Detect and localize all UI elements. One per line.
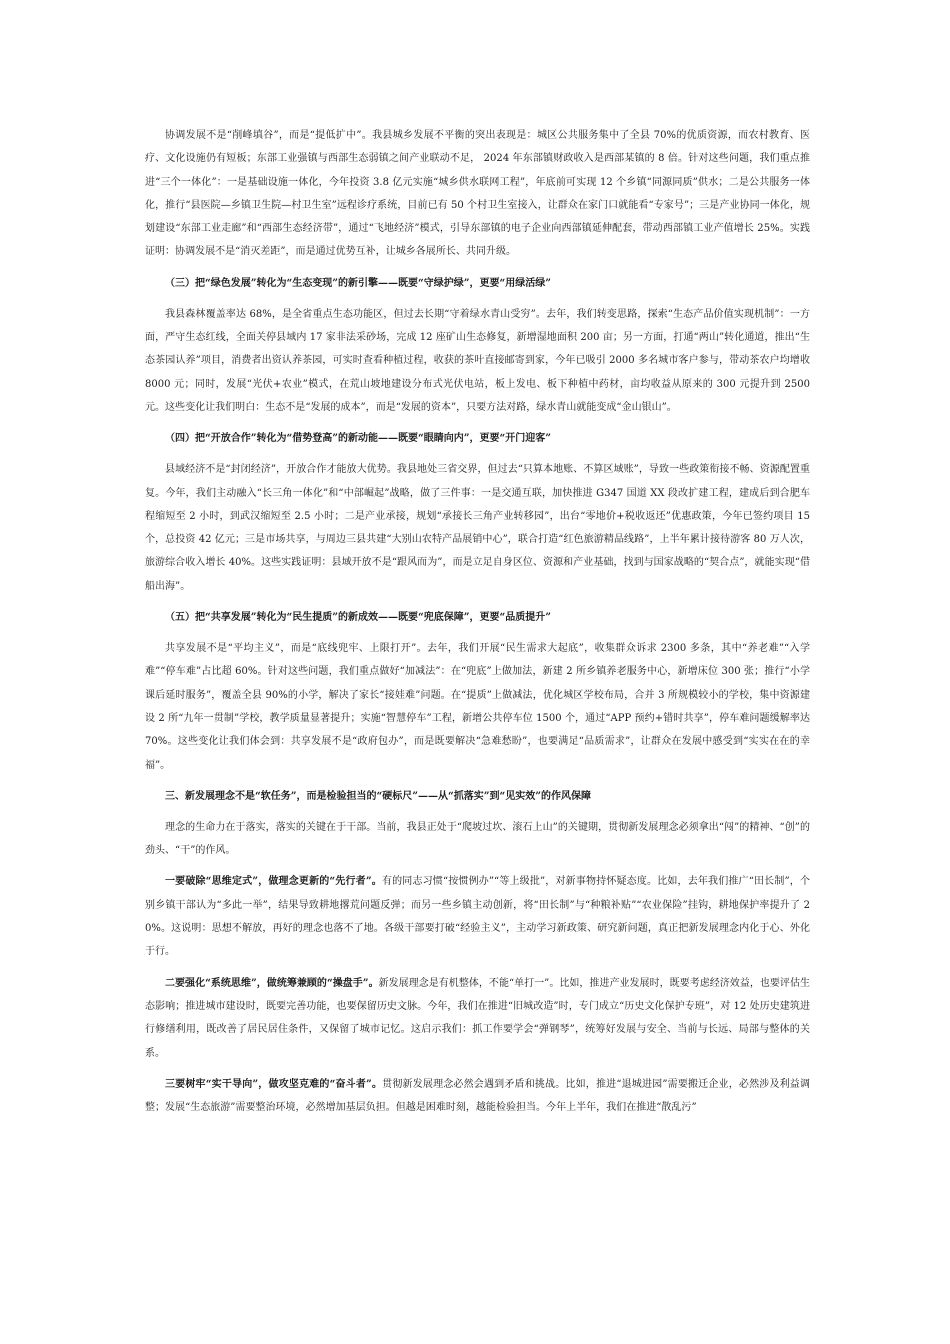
lead-practical-orientation: 三要树牢“实干导向”，做攻坚克难的“奋斗者”。: [165, 1078, 383, 1090]
paragraph-open-cooperation: 县域经济不是“封闭经济”，开放合作才能放大优势。我县地处三省交界，但过去“只算本地账、不算区域账”，导致一些政策衔接不畅、资源配置重复。今年，我们主动融入“长三角一体化”和“中部崛起”战略，做了三件事：一是交通互联，加快推进 G347 国道 XX 段改扩建工程，建成后到合肥车程缩短至 2 小时，到武汉缩短至 2.5 小时；二是产业承接，规划“承接长三角产业转移园”，出台“零地价+税收返还”优惠政策，今年已签约项目 15 个，总投资 42 亿元；三是市场共享，与周边三县共建“大别山农特产品展销中心”，联合打造“红色旅游精品线路”，上半年累计接待游客 80 万人次，旅游综合收入增长 40%。这些实践证明：县域开放不是“跟风而为”，而是立足自身区位、资源和产业基础，找到与国家战略的“契合点”，就能实现“借船出海”。: [145, 464, 810, 592]
paragraph-shared-development: 共享发展不是“平均主义”，而是“底线兜牢、上限打开”。去年，我们开展“民生需求大起底”，收集群众诉求 2300 多条，其中“养老难”“入学难”“停车难”占比超 60%。针对这些问题，我们重点做好“加减法”：在“兜底”上做加法，新建 2 所乡镇养老服务中心，新增床位 300 张；推行“小学课后延时服务”，覆盖全县 90%的小学，解决了家长“接娃难”问题。在“提质”上做减法，优化城区学校布局，合并 3 所规模较小的学校，集中资源建设 2 所“九年一贯制”学校，教学质量显著提升；实施“智慧停车”工程，新增公共停车位 1500 个，通过“APP 预约+错时共享”，停车难问题缓解率达 70%。这些变化让我们体会到：共享发展不是“政府包办”，而是既要解决“急难愁盼”，也要满足“品质需求”，让群众在发展中感受到“实实在在的幸福”。: [145, 643, 810, 771]
body-system-thinking: 新发展理念是有机整体，不能“单打一”。比如，推进产业发展时，既要考虑经济效益，也要评估生态影响；推进城市建设时，既要完善功能，也要保留历史文脉。今年，我们在推进“旧城改造”时，专门成立“历史文化保护专班”，对 12 处历史建筑进行修缮利用，既改善了居民居住条件，又保留了城市记忆。这启示我们：抓工作要学会“弹钢琴”，统筹好发展与安全、当前与长远、局部与整体的关系。: [145, 977, 811, 1059]
document-page: [145, 124, 810, 1127]
heading-green-development: （三）把“绿色发展”转化为“生态变现”的新引擎——既要“守绿护绿”，更要“用绿活绿”: [165, 277, 552, 289]
paragraph-practical-orientation: [145, 1073, 810, 1120]
paragraph-break-mindset: [145, 870, 810, 963]
paragraph-system-thinking: [145, 972, 810, 1065]
paragraph-coordinated-development: 协调发展不是“削峰填谷”，而是“提低扩中”。我县城乡发展不平衡的突出表现是：城区公共服务集中了全县 70%的优质资源，而农村教育、医疗、文化设施仍有短板；东部工业强镇与西部生态弱镇之间产业联动不足， 2024 年东部镇财政收入是西部某镇的 8 倍。针对这些问题，我们重点推进“三个一体化”：一是基础设施一体化，今年投资 3.8 亿元实施“城乡供水联网工程”，年底前可实现 12 个乡镇“同源同质”供水；二是公共服务一体化，推行“县医院—乡镇卫生院—村卫生室”远程诊疗系统，目前已有 50 个村卫生室接入，让群众在家门口就能看“专家号”；三是产业协同一体化，规划建设“东部工业走廊”和“西部生态经济带”，通过“飞地经济”模式，引导东部镇的电子企业向西部镇延伸配套，带动西部镇工业产值增长 25%。实践证明：协调发展不是“消灭差距”，而是通过优势互补，让城乡各展所长、共同升级。: [145, 130, 810, 258]
heading-shared-development: （五）把“共享发展”转化为“民生提质”的新成效——既要“兜底保障”，更要“品质提升”: [165, 612, 552, 624]
paragraph-green-development: 我县森林覆盖率达 68%，是全省重点生态功能区，但过去长期“守着绿水青山受穷”。去年，我们转变思路，探索“生态产品价值实现机制”：一方面，严守生态红线，全面关停县域内 17 家非法采砂场，完成 12 座矿山生态修复，新增湿地面积 200 亩；另一方面，打通“两山”转化通道，推出“生态茶园认养”项目，消费者出资认养茶园，可实时查看种植过程，收获的茶叶直接邮寄到家，今年已吸引 2000 多名城市客户参与，带动茶农户均增收 8000 元；同时，发展“光伏+农业”模式，在荒山坡地建设分布式光伏电站，板上发电、板下种植中药材，亩均收益从原来的 300 元提升到 2500 元。这些变化让我们明白：生态不是“发展的成本”，而是“发展的资本”，只要方法对路，绿水青山就能变成“金山银山”。: [145, 308, 810, 413]
lead-break-mindset: 一要破除“思维定式”，做理念更新的“先行者”。: [165, 876, 382, 888]
lead-system-thinking: 二要强化“系统思维”，做统筹兼顾的“操盘手”。: [165, 977, 379, 989]
paragraph-section-three-intro: 理念的生命力在于落实，落实的关键在于干部。当前，我县正处于“爬坡过坎、滚石上山”的关键期，贯彻新发展理念必须拿出“闯”的精神、“创”的劲头、“干”的作风。: [145, 821, 810, 857]
heading-section-three: 三、新发展理念不是“软任务”，而是检验担当的“硬标尺”——从“抓落实”到“见实效”的作风保障: [165, 790, 592, 802]
heading-open-cooperation: （四）把“开放合作”转化为“借势登高”的新动能——既要“眼睛向内”，更要“开门迎客”: [165, 433, 552, 445]
body-break-mindset: 有的同志习惯“按惯例办”“等上级批”，对新事物持怀疑态度。比如，去年我们推广“田长制”，个别乡镇干部认为“多此一举”，结果导致耕地撂荒问题反弹；而另一些乡镇主动创新，将“田长制”与“种粮补贴”“农业保险”挂钩，耕地保护率提升了 20%。这说明：思想不解放，再好的理念也落不了地。各级干部要打破“经验主义”，主动学习新政策、研究新问题，真正把新发展理念内化于心、外化于行。: [145, 876, 810, 958]
body-practical-orientation: 贯彻新发展理念必然会遇到矛盾和挑战。比如，推进“退城进园”需要搬迁企业，必然涉及利益调整；发展“生态旅游”需要整治环境，必然增加基层负担。但越是困难时刻，越能检验担当。今年上半年，我们在推进“散乱污”: [145, 1078, 810, 1114]
